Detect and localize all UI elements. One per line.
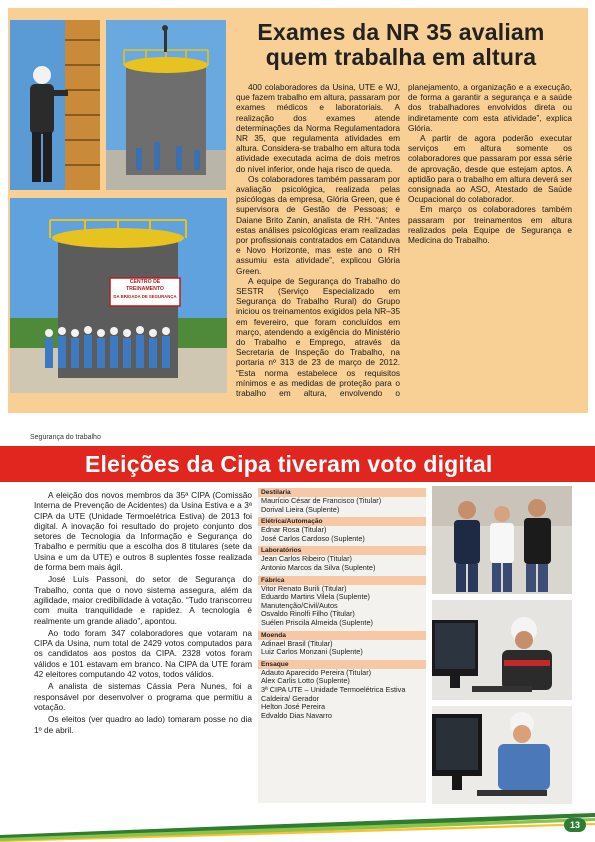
paragraph: A analista de sistemas Cássia Pera Nunes, foi a responsável por desenvolver o programa que permitiu a votação. bbox=[34, 681, 252, 712]
tank-sign bbox=[111, 279, 179, 305]
cipa-member: Jean Carlos Ribeiro (Titular) bbox=[261, 554, 352, 564]
title-line: Exames da NR 35 avaliam bbox=[257, 19, 545, 45]
page-number: 13 bbox=[564, 818, 586, 832]
paragraph: José Luís Passoni, do setor de Segurança do Trabalho, conta que o novo sistema assegura, além da agilidade, maior credibilidade à votação. “Tudo transcorreu com muita tranquilidade e rapidez. A tecnologia é realmente um grande aliado”, apontou. bbox=[34, 574, 252, 626]
cipa-group bbox=[258, 546, 426, 572]
cipa-member: Ednar Rosa (Titular) bbox=[261, 525, 327, 535]
title-line: quem trabalha em altura bbox=[265, 44, 537, 70]
cipa-group-heading: Ensaque bbox=[258, 660, 426, 669]
cipa-group bbox=[258, 660, 426, 721]
paragraph: A equipe de Segurança do Trabalho do SESTR (Serviço Especializado em Segurança do Trabalho Rural) do Grupo iniciou os treinamentos exigidos pela NR–35 em fevereiro, que foram concluídos em março, atendendo a exigência do Ministério do Trabalho e Emprego, através da Secretaria de Inspeção do Trabalho, na portaria nº 313 de 23 de março de 2012. “Esta norma estabelece os requisitos mínimos e as medidas de proteção para o trabalho em altura, envolvendo o planejamento, a organização e a execução, de forma a garantir a segurança e a saúde dos trabalhadores envolvidos direta ou indiretamente com esta atividade”, explica Glória. bbox=[236, 82, 572, 399]
cipa-member: Suélen Priscila Almeida (Suplente) bbox=[261, 617, 373, 627]
cipa-member: Vitor Renato Burili (Titular) bbox=[261, 583, 347, 593]
cipa-member: Luiz Carlos Monzani (Suplente) bbox=[261, 647, 363, 657]
paragraph: 400 colaboradores da Usina, UTE e WJ, que fazem trabalho em altura, passaram por exames médicos e laboratoriais. A realização dos exames atende determinações da Norma Regulamentadora NR 35, que regulamenta atividades em altura. Considera-se trabalho em altura toda atividade executada acima de dois metros do nível inferior, onde haja risco de queda. bbox=[236, 82, 400, 174]
cipa-member: Dorival Lieira (Suplente) bbox=[261, 504, 340, 514]
cipa-member: Osvaldo Rinolfi Filho (Titular) bbox=[261, 609, 355, 619]
photo-tank-climbing bbox=[106, 20, 226, 190]
cipa-member: Manutenção/Civil/Autos bbox=[261, 600, 338, 610]
cipa-member: Adinael Brasil (Titular) bbox=[261, 638, 333, 648]
cipa-member: Edvaldo Dias Navarro bbox=[261, 710, 332, 720]
tank-sign-line: DA BRIGADA DE SEGURANÇA bbox=[113, 294, 177, 299]
cipa-group bbox=[258, 576, 426, 628]
paragraph: A eleição dos novos membros da 35ª CIPA (Comissão Interna de Prevenção de Acidentes) da Usina Estiva e a 3ª CIPA da UTE (Unidade Termoelétrica Estiva) de 2013 foi digital. A inovação foi resultado do projeto conjunto dos setores de Tecnologia da Informação e Segurança do Trabalho e permitiu que a escolha dos 8 titulares (sete da Usina e um da UTE) e outros 8 suplentes fosse realizada de forma bem mais ágil. bbox=[34, 490, 252, 573]
photo-training-center-group bbox=[10, 198, 227, 393]
cipa-member: Alex Carlis Lotto (Suplente) bbox=[261, 676, 350, 686]
cipa-group bbox=[258, 488, 426, 514]
cipa-group-heading: Elétrica/Automação bbox=[258, 517, 426, 526]
tank-sign-line: TREINAMENTO bbox=[126, 286, 164, 292]
paragraph: Os eleitos (ver quadro ao lado) tomaram posse no dia 1º de abril. bbox=[34, 714, 252, 735]
cipa-member: Antonio Marcos da Silva (Suplente) bbox=[261, 562, 376, 572]
cipa-group bbox=[258, 631, 426, 657]
section-title: Eleições da Cipa tiveram voto digital bbox=[85, 451, 493, 477]
photo-man-at-computer bbox=[432, 600, 572, 700]
cipa-elected-box bbox=[258, 488, 426, 803]
cipa-group-heading: Fábrica bbox=[258, 576, 426, 585]
cipa-member: Maurício César de Francisco (Titular) bbox=[261, 496, 382, 505]
cipa-member: José Carlos Cardoso (Suplente) bbox=[261, 533, 365, 543]
top-article-title bbox=[236, 20, 566, 70]
cipa-member: Eduardo Martins Vilela (Suplente) bbox=[261, 592, 370, 602]
bottom-article-body bbox=[34, 490, 252, 737]
photo-worker-harness bbox=[10, 20, 100, 190]
cipa-member: 3ª CIPA UTE – Unidade Termoelétrica Estiva bbox=[261, 684, 406, 694]
paragraph: A partir de agora poderão executar serviços em altura somente os colaboradores que passaram por essa série de aprovação, desde que estejam aptos. A aptidão para o trabalho em altura deverá ser consignada ao ASO, Atestado de Saúde Ocupacional do colaborador. bbox=[408, 133, 572, 205]
section-label: Segurança do trabalho bbox=[30, 434, 101, 441]
cipa-member: Helton José Pereira bbox=[261, 702, 326, 712]
cipa-group-heading: Moenda bbox=[258, 631, 426, 640]
photo-man-at-monitor bbox=[432, 706, 572, 804]
tank-sign-line: CENTRO DE bbox=[129, 279, 161, 285]
cipa-group bbox=[258, 517, 426, 543]
top-article-body bbox=[236, 82, 572, 400]
photo-three-people bbox=[432, 486, 572, 594]
cipa-group-heading: Laboratórios bbox=[258, 546, 426, 555]
paragraph: Ao todo foram 347 colaboradores que votaram na CIPA da Usina, num total de 2429 votos computados para os candidatos aos postos da CIPA. 2328 votos foram válidos e 101 estavam em branco. Na CIPA da UTE foram 42 eleitores computando 42 votos, todos válidos. bbox=[34, 627, 252, 680]
cipa-member: Caldeira/ Gerador bbox=[261, 693, 319, 703]
paragraph: Os colaboradores também passaram por avaliação psicológica, realizada pelas psicólogas da empresa, Glória Green, que é supervisora de Gestão de Pessoas; e Daiane Brito Zanin, analista de RH. “Antes estas análises psicológicas eram realizadas por profissionais contratados em Catanduva e Novo Horizonte, mas este ano o RH assumiu esta atividade”, explicou Glória Green. bbox=[236, 173, 400, 276]
cipa-member: Adauto Aparecido Pereira (Titular) bbox=[261, 667, 372, 677]
cipa-group-heading: Destilaria bbox=[258, 488, 426, 497]
footer-swoosh bbox=[0, 805, 595, 842]
paragraph: Em março os colaboradores também passaram por treinamentos em altura realizados pela Equipe de Segurança e Medicina do Trabalho. bbox=[408, 204, 572, 246]
